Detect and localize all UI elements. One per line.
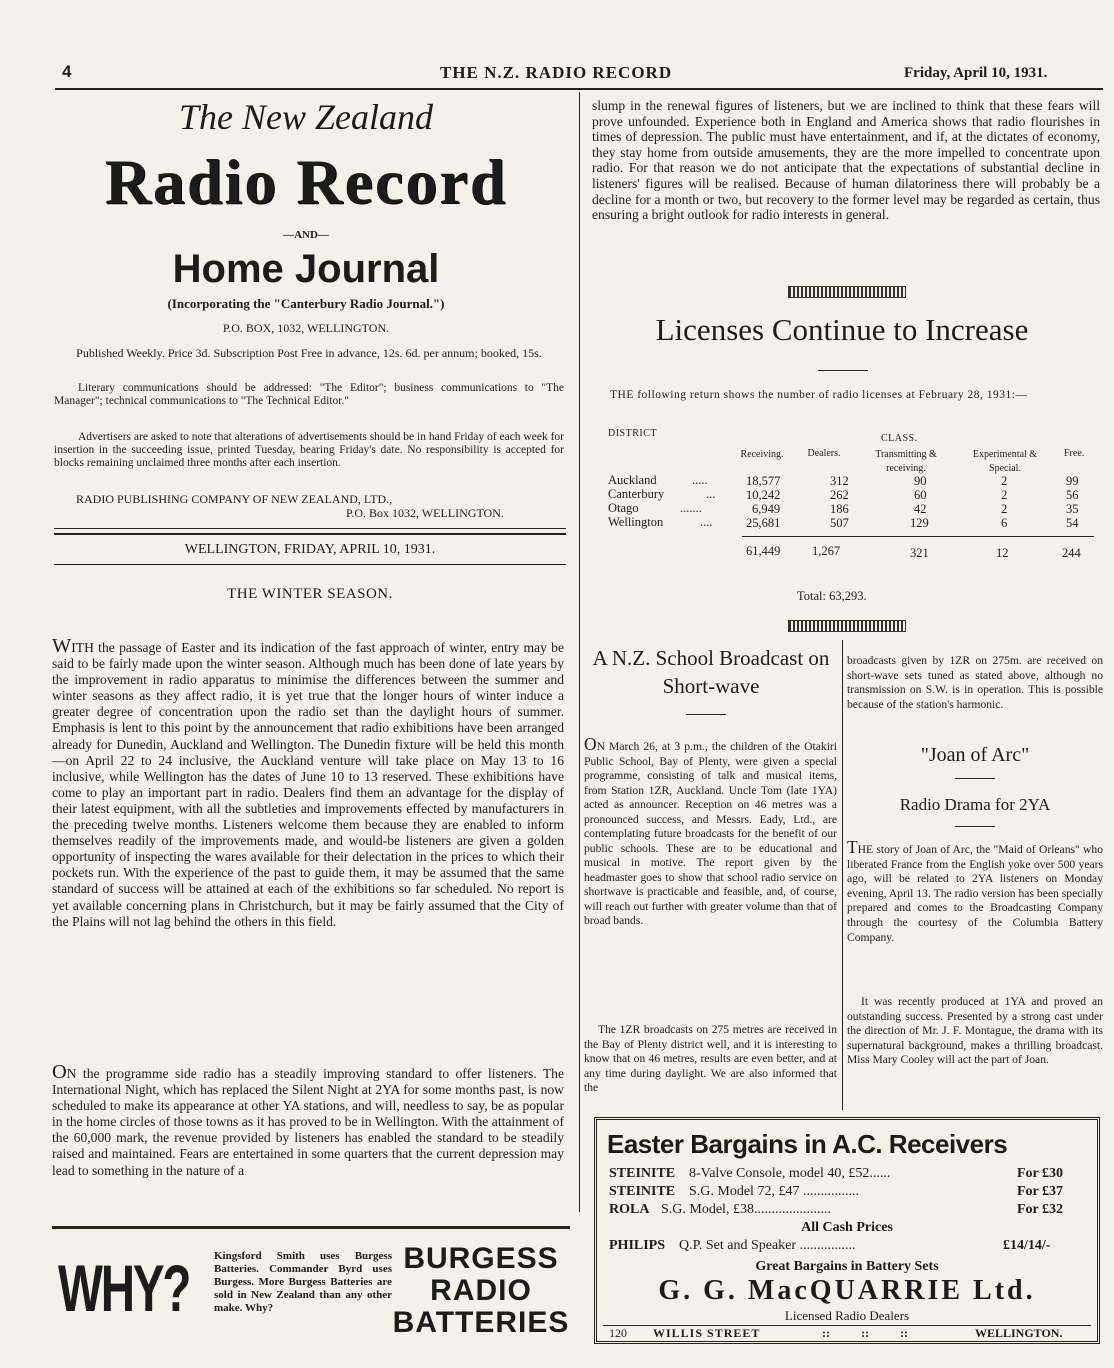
easter-ad [594,1117,1100,1344]
district-label: DISTRICT [608,428,657,439]
column-divider [579,92,580,1212]
cell: 42 [914,502,927,516]
class-label: CLASS. [881,433,918,444]
masthead-and: —AND— [283,229,329,241]
masthead-line1: The New Zealand [178,97,433,137]
easter-item-price: For £30 [1017,1166,1064,1181]
why-headline: WHY? [58,1251,190,1325]
easter-item-name: STEINITE [609,1166,676,1181]
row-district: Canterbury [608,487,665,501]
page-number: 4 [62,62,72,81]
easter-item-price: For £37 [1017,1184,1064,1199]
ornament-divider [788,620,906,632]
address-number: 120 [609,1326,627,1340]
burgess-brand: BURGESS [403,1242,559,1275]
cell: 312 [830,474,849,488]
philips-name: PHILIPS [609,1238,666,1253]
total-cell: 1,267 [812,544,841,558]
row-district: Wellington [608,515,664,529]
masthead-literary: Literary communications should be addressed: "The Editor"; business communications to "The Manager"; technical communications to "The Technical Editor." [54,382,564,407]
joan-title: "Joan of Arc" [920,744,1030,766]
header-free: Free. [1064,448,1085,459]
cell: 2 [1001,488,1008,502]
cell: 2 [1001,502,1008,516]
easter-item-desc: 8-Valve Console, model 40, £52...... [689,1166,891,1181]
burgess-ad-top-rule [52,1226,570,1229]
joan-title-rule [955,778,995,779]
easter-licensed: Licensed Radio Dealers [784,1308,910,1323]
cell: 35 [1066,502,1079,516]
masthead-company: RADIO PUBLISHING COMPANY OF NEW ZEALAND, LTD., [76,492,393,506]
school-title-rule [686,714,726,715]
licenses-title: Licenses Continue to Increase [655,312,1029,347]
cell: 6 [1001,516,1008,530]
burgess-ad-text: Kingsford Smith uses Burgess Batteries. Commander Byrd uses Burgess. More Burgess Batteries are sold in New Zealand than any other make. Why? [214,1250,392,1314]
total-cell: 321 [910,546,929,560]
grand-total: Total: 63,293. [797,589,867,603]
masthead-rule-top [54,528,566,529]
masthead-incorporating: (Incorporating the "Canterbury Radio Journal.") [167,296,445,311]
cell: 186 [830,502,849,516]
school-para-1: ON March 26, at 3 p.m., the children of the Otakiri Public School, Bay of Plenty, were given a special programme, consisting of talk and musical items, from Station 1ZR, Auckland. Uncle Tom (late 1YA) acted as announcer. Reception on 46 metres was a pronounced success, and Messrs. Eady, Ltd., are contemplating future broadcasts for the benefit of our public schools. These are to be educational and musical in motive. The report given by the headmaster goes to show that school radio service on shortwave is practicable and feasible, and, of course, will reach out further with greater volume than that of broad bands. [584,734,837,927]
cell: 6,949 [752,502,781,516]
cell: 507 [830,516,849,530]
joan-subtitle: Radio Drama for 2YA [899,795,1051,814]
ornament-divider [788,286,906,298]
easter-item-name: ROLA [609,1202,650,1217]
philips-price: £14/14/- [1003,1238,1051,1253]
masthead-po-box: P.O. BOX, 1032, WELLINGTON. [222,321,390,335]
easter-ad-title: Easter Bargains in A.C. Receivers [607,1129,1008,1159]
burgess-ad [52,1234,572,1344]
row-district: Otago [608,501,639,515]
inner-column-divider [842,640,843,1110]
easter-item-name: STEINITE [609,1184,676,1199]
header-rule [55,88,1103,90]
dateline-rule [54,564,566,565]
cell: 56 [1066,488,1079,502]
masthead-company-address: P.O. Box 1032, WELLINGTON. [346,506,504,520]
address-separators: :: :: :: [822,1326,908,1340]
cell: 60 [914,488,927,502]
publication-header: THE N.Z. RADIO RECORD [440,63,673,82]
header-receiving: Receiving. [740,449,784,460]
easter-battery: Great Bargains in Battery Sets [755,1259,939,1274]
cell: 10,242 [746,488,781,502]
school-title: A N.Z. School Broadcast on Short-wave [592,646,830,698]
cell: 262 [830,488,849,502]
totals-rule [742,536,1094,537]
address-city: WELLINGTON. [975,1326,1063,1340]
editorial-title: THE WINTER SEASON. [227,586,393,602]
cell: 99 [1066,474,1079,488]
row-dots: ... [706,487,716,501]
editorial-continuation: slump in the renewal figures of listeners, but we are inclined to think that these fears will prove unfounded. Experience both in England and America shows that radio flourishes in times of depression. The public must have entertainment, and if, at the dictates of economy, they stay home from outside amusements, they are the more impelled to concentrate upon radio. For that reason we do not anticipate that the expectations of substantial decline in listeners' figures will be realised. Because of human dilatoriness there will probably be a decline for a month or two, but recovery to the former level may be regarded as certain, thus ensuring a bright outlook for radio interests in general. [592,98,1100,223]
row-district: Auckland [608,473,657,487]
easter-item-price: For £32 [1017,1202,1064,1217]
masthead-advertisers: Advertisers are asked to note that alterations of advertisements should be in hand Friday of each week for insertion in the succeeding issue, printed Tuesday, bearing Friday's date. No responsibility is accepted for blocks remaining unclaimed three months after each insertion. [54,431,564,469]
joan-para-2: It was recently produced at 1YA and proved an outstanding success. Presented by a strong cast under the direction of Mr. J. F. Montague, the drama with its supernatural background, makes a thrilling broadcast. Miss Mary Cooley will act the part of Joan. [847,995,1103,1067]
row-dots: ..... [692,473,708,487]
cell: 54 [1066,516,1079,530]
easter-cash: All Cash Prices [801,1220,893,1235]
licenses-title-rule [818,370,868,371]
masthead-rule-bottom [54,533,566,535]
masthead-home-journal: Home Journal [172,247,440,291]
cell: 2 [1001,474,1008,488]
editorial-para-2: ON the programme side radio has a steadily improving standard to offer listeners. The International Night, which has replaced the Silent Night at 2YA for some months past, is now scheduled to make its appearance at other YA stations, and will, needless to say, be as popular in the home circles of those towns as it has proved to be in Wellington. With the attainment of the 60,000 mark, the revenue provided by listeners has enabled the standard to be steadily raised and maintained. Fears are entertained in some quarters that the current depression may lead to something in the nature of a [52,1061,564,1178]
masthead-published: Published Weekly. Price 3d. Subscription Post Free in advance, 12s. 6d. per annum; booked, 15s. [76,346,542,360]
school-para-2: The 1ZR broadcasts on 275 metres are received in the Bay of Plenty district well, and it is interesting to know that on 46 metres, results are even better, and at any time during daylight. We are also informed that the [584,1023,837,1094]
licenses-intro: THE following return shows the number of radio licenses at February 28, 1931:— [610,389,1028,401]
philips-desc: Q.P. Set and Speaker ................ [679,1238,856,1253]
header-dealers: Dealers. [807,448,841,459]
row-dots: ....... [680,501,702,515]
row-dots: .... [700,515,713,529]
easter-item-desc: S.G. Model 72, £47 ................ [689,1184,859,1199]
cell: 90 [914,474,927,488]
header-date: Friday, April 10, 1931. [904,65,1048,81]
easter-firm: G. G. MacQUARRIE Ltd. [658,1275,1036,1306]
cell: 18,577 [746,474,781,488]
joan-para-1: THE story of Joan of Arc, the "Maid of Orleans" who liberated France from the English yoke over 500 years ago, will be related to 2YA listeners on Monday evening, April 13. The radio version has been specially prepared and comes to the Broadcasting Company through the courtesy of the Columbia Battery Company. [847,837,1103,944]
header-transmitting: Transmitting & receiving. [875,449,937,474]
total-cell: 244 [1062,546,1081,560]
address-street: WILLIS STREET [653,1326,761,1340]
total-cell: 61,449 [746,544,781,558]
easter-item-desc: S.G. Model, £38...................... [661,1202,831,1217]
burgess-radio: RADIO [430,1274,532,1307]
masthead-title: Radio Record [104,146,508,217]
total-cell: 12 [996,546,1009,560]
burgess-batteries: BATTERIES [392,1306,570,1339]
school-continuation: broadcasts given by 1ZR on 275m. are received on short-wave sets tuned as stated above, although no transmission on S.W. is in operation. This is possible because of the station's harmonic. [847,654,1103,711]
cell: 129 [910,516,929,530]
joan-subtitle-rule [955,826,995,827]
cell: 25,681 [746,516,781,530]
editorial-para-1: WITH the passage of Easter and its indication of the fast approach of winter, entry may be said to be fairly made upon the winter season. Although much has been done of late years by the improvement in radio apparatus to minimise the differences between the summer and winter seasons as they affect radio, it is yet true that the longer hours of winter induce a greater degree of concentration upon the radio set than the daylight hours of summer. Emphasis is lent to this point by the announcement that radio exhibitions have been arranged already for Dunedin, Auckland and Wellington. The Dunedin fixture will be held this month—on April 22 to 24 inclusive, the Auckland venture will take place on May 13 to 16 inclusive, while Wellington has the dates of June 10 to 13 reserved. These exhibitions have come to play an important part in radio. Dealers find them an advantage for the display of their latest equipment, with all the subtleties and improvements effected by manufacturers in the preceding twelve months. Listeners welcome them because they are enabled to inform themselves readily of the improvements made, and would-be listeners are given a golden opportunity of inspecting the wares available for their delectation in the prices to which their pockets run. With the experience of the past to guide them, it may be assumed that the same standard of success will be attained at each of the exhibitions so far scheduled. No report is yet available concerning plans in Christchurch, but it may be fairly assumed that the City of the Plains will not lag behind the others in this field. [52,635,564,929]
dateline: WELLINGTON, FRIDAY, APRIL 10, 1931. [184,542,436,557]
header-experimental: Experimental & Special. [972,449,1038,474]
